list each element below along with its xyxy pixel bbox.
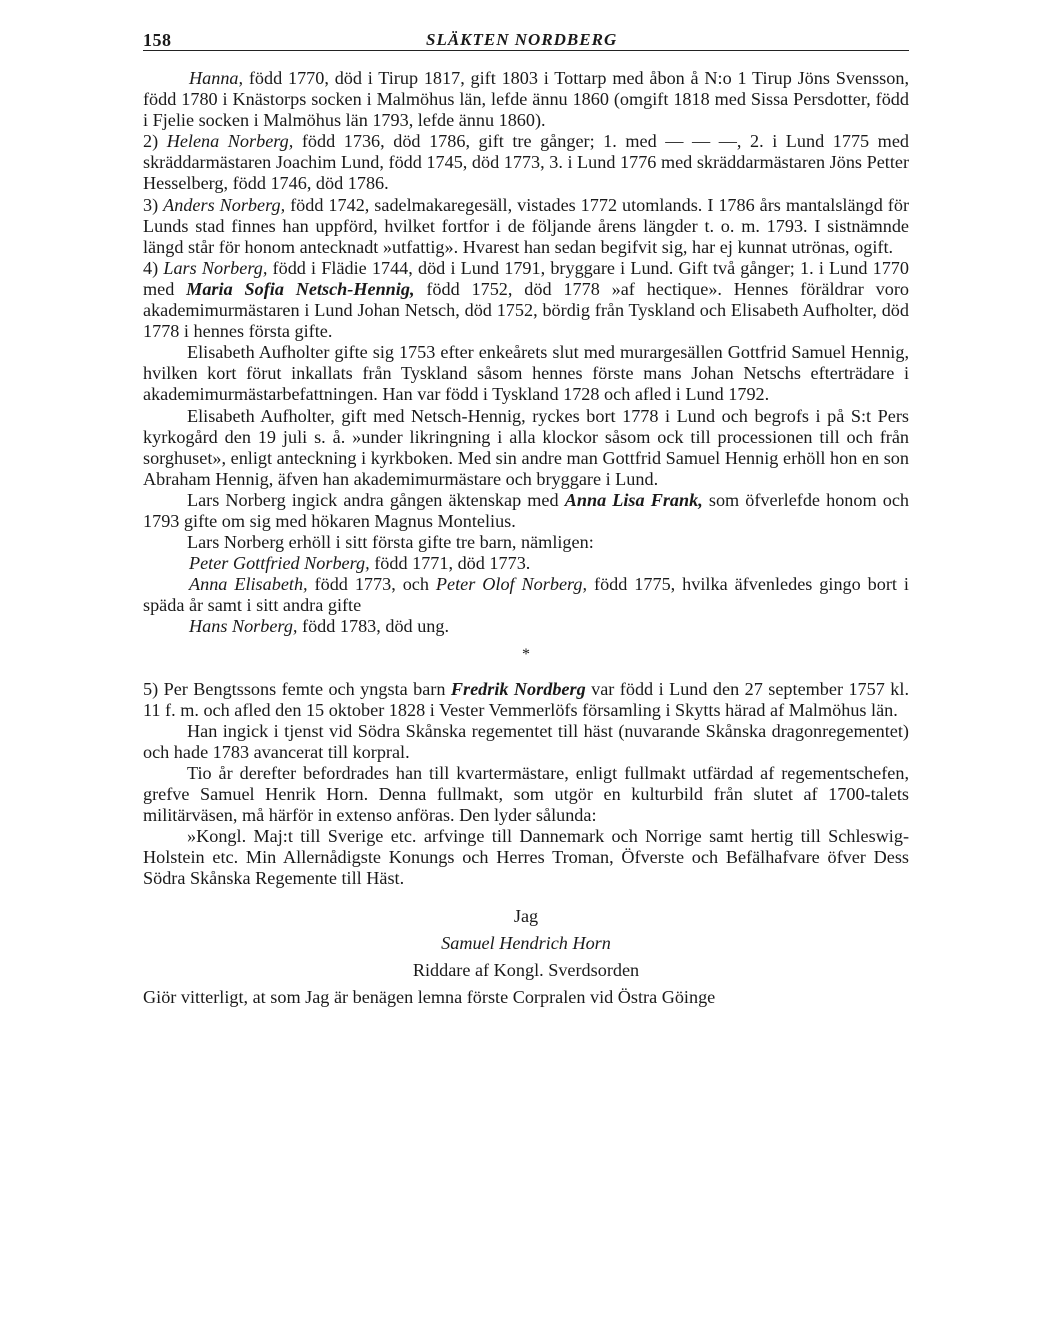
paragraph-helena — [143, 131, 909, 194]
running-title: SLÄKTEN NORDBERG — [426, 30, 618, 49]
paragraph-text: född 1775, hvilka äfvenledes gingo bort i späda år samt i sitt andra gifte — [143, 574, 909, 616]
entry-number: 4) — [143, 257, 164, 278]
paragraph-text: Lars Norberg ingick andra gången äktenskap med — [187, 489, 565, 510]
child-entry — [143, 553, 909, 574]
paragraph-text: född 1752, död 1778 »af hectique». Hennes föräldrar voro akademimurmästaren i Lund Johan Netsch, död 1752, bördig från Tyskland och Elisabeth Aufholter, död 1778 i hennes första gifte. — [143, 278, 909, 342]
spacer — [143, 890, 909, 906]
paragraph-text: född 1771, död 1773. — [369, 553, 531, 574]
paragraph-children-intro: Lars Norberg erhöll i sitt första gifte tre barn, nämligen: — [187, 532, 594, 553]
paragraph-text: född 1773, och — [307, 574, 436, 595]
person-name: Helena Norberg, — [166, 131, 294, 152]
entry-number: 3) — [143, 194, 164, 215]
page-header — [143, 30, 909, 52]
section-separator: * — [522, 645, 530, 663]
person-name: Anna Lisa Frank, — [564, 489, 703, 510]
body-text — [143, 68, 909, 1008]
person-name: Maria Sofia Netsch-Hennig, — [186, 278, 415, 299]
paragraph-text: född 1736, död 1786, gift tre gånger; 1. med — — —, 2. i Lund 1775 med skräddarmästaren Joachim Lund, född 1745, död 1773, 3. i Lund 1776 med skräddarmästaren Jöns Petter Hesselberg, född 1746, död 1786. — [143, 131, 909, 194]
paragraph-text: född 1742, sadelmakaregesäll, vistades 1772 utomlands. I 1786 års mantalslängd för Lunds stad finnes han uppförd, hvilket fortfor i de följande årens längder t. o. m. 1793. I sistnämnde längd står för honom antecknadt »utfattig». Hvarest han sedan begifvit sig, har ej kunnat utrönas, ogift. — [143, 194, 910, 257]
person-name: Hans Norberg, — [189, 616, 298, 637]
paragraph-second-marriage — [143, 490, 909, 532]
entry-number: 2) — [143, 131, 167, 152]
paragraph-text: född i Flädie 1744, död i Lund 1791, bryggare i Lund. Gift två gånger; 1. i Lund 1770 med — [143, 257, 909, 299]
person-name: Lars Norberg, — [163, 257, 268, 278]
proclamation-name: Samuel Hendrich Horn — [441, 932, 611, 953]
person-name: Peter Olof Norberg, — [435, 574, 588, 595]
proclamation-line: Jag — [513, 905, 539, 926]
person-name: Fredrik Nordberg — [450, 678, 586, 699]
paragraph-text: som öfverlefde honom och 1793 gifte om sig med hökaren Magnus Montelius. — [143, 489, 909, 531]
paragraph-aufholter-2: Elisabeth Aufholter, gift med Netsch-Hennig, ryckes bort 1778 i Lund och begrofs i på S:t Pers kyrkogård den 19 juli s. å. »under likringning i alla klockor såsom ock till processionen till och från sorghuset», enligt anteckning i kyrkboken. Med sin andre man Gottfrid Samuel Hennig erhöll hon en son Abraham Hennig, äfven han akademimurmästare och bryggare i Lund. — [143, 405, 909, 489]
paragraph-lars — [143, 258, 909, 342]
paragraph-quote: »Kongl. Maj:t till Sverige etc. arfvinge till Dannemark och Norrige samt hertig till Schleswig-Holstein etc. Min Allernådigste Konungs och Herres Troman, Öfverste och Befälhafvare öfver Dess Södra Skånska Regemente till Häst. — [143, 826, 909, 889]
person-name: Anna Elisabeth, — [189, 574, 308, 595]
paragraph-anders — [143, 195, 909, 258]
paragraph-service: Han ingick i tjenst vid Södra Skånska regementet till häst (nuvarande Skånska dragonregementet) och hade 1783 avancerat till korpral. — [143, 720, 909, 762]
paragraph-text: född 1770, död i Tirup 1817, gift 1803 i Tottarp med åbon å N:o 1 Tirup Jöns Svensson, född 1780 i Knästorps socken i Malmöhus län, lefde ännu 1860 (omgift 1818 med Sissa Persdotter, född i Fjelie socken i Malmöhus län 1793, lefde ännu 1860). — [143, 68, 909, 131]
proclamation-title: Riddare af Kongl. Sverdsorden — [412, 959, 640, 980]
proclamation-text: Giör vitterligt, at som Jag är benägen lemna förste Corpralen vid Östra Göinge — [143, 986, 716, 1007]
paragraph-text: 5) Per Bengtssons femte och yngsta barn — [143, 678, 451, 699]
paragraph-aufholter-1: Elisabeth Aufholter gifte sig 1753 efter enkeårets slut med murargesällen Gottfrid Samuel Hennig, hvilken kort förut inkallats från Tyskland såsom hennes förste mans Johan Netschs efterträdare i akademimurmästarbefattningen. Han var född i Tyskland 1728 och afled i Lund 1792. — [143, 342, 909, 405]
page-number: 158 — [143, 30, 172, 50]
paragraph-text: var född i Lund den 27 september 1757 kl. 11 f. m. och afled den 15 oktober 1828 i Vester Vemmerlöfs församling i Skytts härad af Malmöhus län. — [143, 678, 909, 720]
paragraph-promotion: Tio år derefter befordrades han till kvartermästare, enligt fullmakt utfärdad af regementschefen, grefve Samuel Henrik Horn. Denna fullmakt, som utgör en kulturbild från slutet af 1700-talets militärväsen, må härför in extenso anföras. Den lyder sålunda: — [143, 763, 909, 826]
paragraph-text: född 1783, död ung. — [297, 616, 450, 637]
header-rule — [143, 50, 909, 51]
person-name: Hanna, — [189, 68, 244, 88]
person-name: Anders Norberg, — [163, 194, 286, 215]
child-entry — [143, 616, 909, 637]
person-name: Peter Gottfried Norberg, — [189, 553, 370, 574]
child-entry — [143, 574, 909, 616]
paragraph-fredrik — [143, 679, 909, 721]
paragraph-hanna — [143, 68, 909, 131]
